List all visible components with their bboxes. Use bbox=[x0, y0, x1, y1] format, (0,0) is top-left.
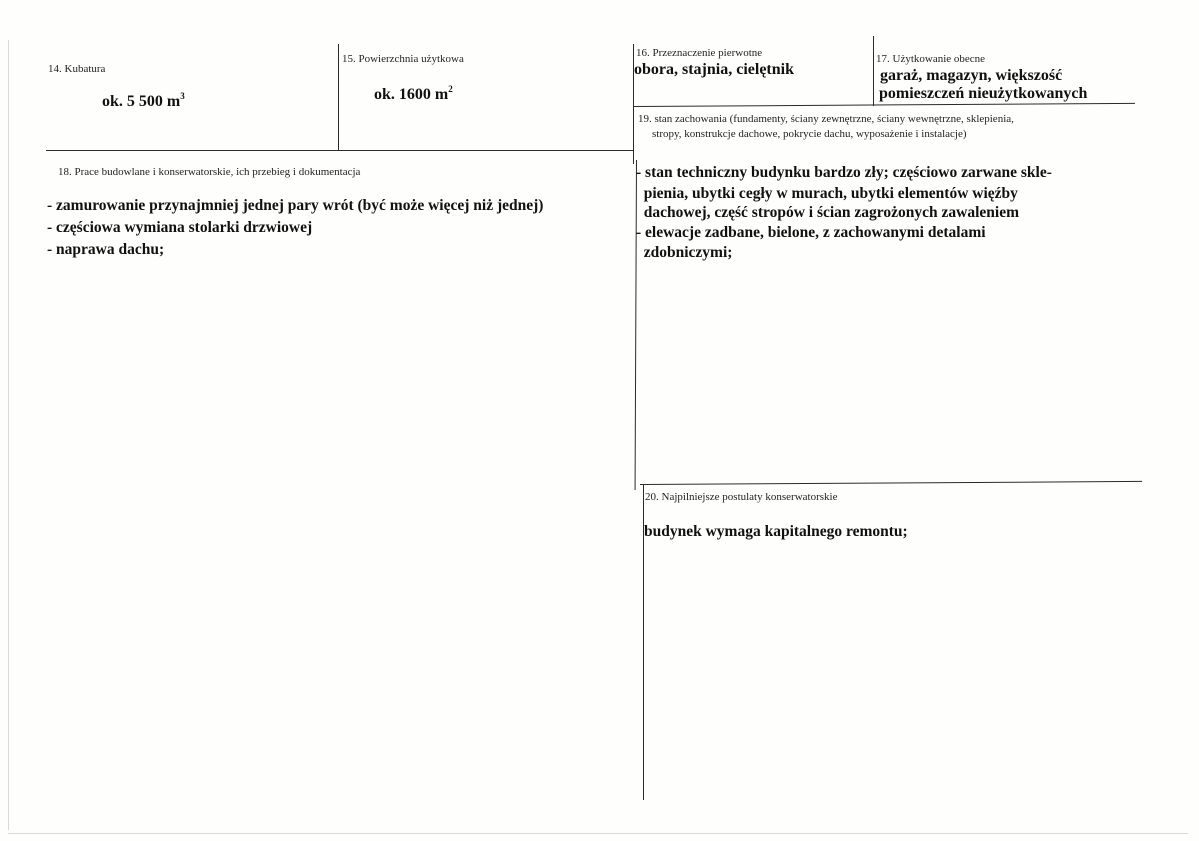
field-19-line-5: zdobniczymi; bbox=[636, 244, 733, 261]
field-19-label-line1: 19. stan zachowania (fundamenty, ściany zewnętrzne, ściany wewnętrzne, sklepienia, bbox=[638, 113, 1014, 125]
field-18-item-1: - zamurowanie przynajmniej jednej pary wrót (być może więcej niż jednej) bbox=[47, 197, 544, 214]
field-14-value bbox=[102, 92, 185, 112]
field-14-label: 14. Kubatura bbox=[48, 63, 106, 75]
field-15-value bbox=[374, 85, 453, 105]
divider-v-16-17 bbox=[873, 36, 874, 106]
scan-edge-bottom bbox=[8, 833, 1188, 834]
divider-v-14-15 bbox=[338, 44, 339, 150]
field-19-label-line2: stropy, konstrukcje dachowe, pokrycie dachu, wyposażenie i instalacje) bbox=[652, 128, 967, 140]
field-18-label: 18. Prace budowlane i konserwatorskie, ich przebieg i dokumentacja bbox=[58, 166, 361, 178]
field-14-value-text: ok. 5 500 m bbox=[102, 93, 181, 110]
field-17-label-text: 7. Użytkowanie obecne bbox=[881, 53, 986, 65]
divider-h-19-20 bbox=[640, 481, 1142, 485]
field-17-label bbox=[876, 52, 985, 66]
field-20-value: budynek wymaga kapitalnego remontu; bbox=[644, 523, 908, 540]
field-17-value-line1: garaż, magazyn, większość bbox=[880, 67, 1063, 84]
field-19-line-1: - stan techniczny budynku bardzo zły; częściowo zarwane skle- bbox=[636, 164, 1052, 181]
field-19-line-4: - elewacje zadbane, bielone, z zachowanymi detalami bbox=[636, 224, 986, 241]
field-15-value-sup: 2 bbox=[448, 84, 453, 94]
field-16-label: 16. Przeznaczenie pierwotne bbox=[636, 47, 763, 59]
field-18-item-2: - częściowa wymiana stolarki drzwiowej bbox=[47, 219, 313, 236]
field-17-label-prefix: 1 bbox=[876, 53, 882, 65]
field-19-line-2: pienia, ubytki cegły w murach, ubytki elementów więźby bbox=[636, 185, 1018, 202]
field-15-label: 15. Powierzchnia użytkowa bbox=[342, 53, 464, 65]
field-18-item-3: - naprawa dachu; bbox=[47, 241, 165, 258]
divider-h-row1 bbox=[46, 150, 634, 151]
scan-edge-left bbox=[8, 40, 9, 830]
field-19-line-3: dachowej, część stropów i ścian zagrożonych zawaleniem bbox=[636, 204, 1019, 221]
field-17-value-line2: pomieszczeń nieużytkowanych bbox=[879, 85, 1088, 102]
field-20-label: 20. Najpilniejsze postulaty konserwatorskie bbox=[645, 491, 838, 503]
field-16-value: obora, stajnia, cielętnik bbox=[634, 61, 794, 78]
field-15-value-text: ok. 1600 m bbox=[374, 86, 449, 103]
field-14-value-sup: 3 bbox=[180, 91, 185, 101]
